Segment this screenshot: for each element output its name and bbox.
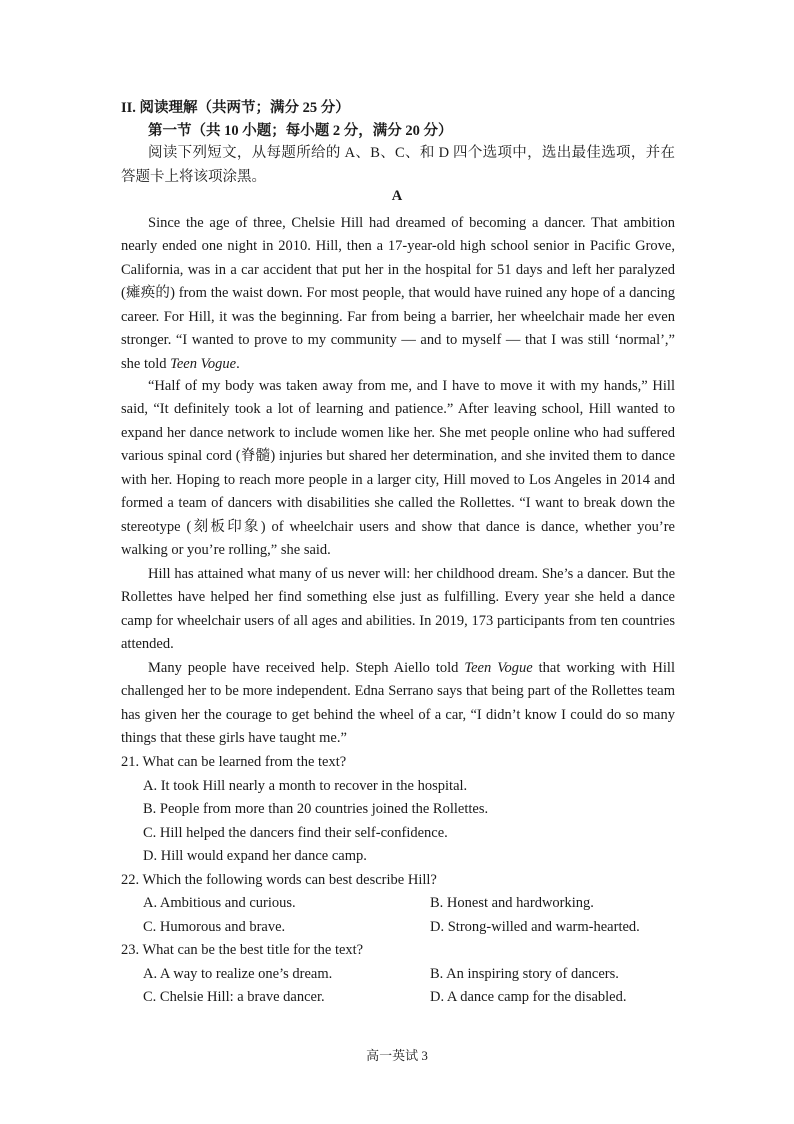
question-22-option-d: D. Strong-willed and warm-hearted. — [430, 919, 640, 935]
question-22-option-a: A. Ambitious and curious. — [143, 895, 296, 911]
section-title: II. 阅读理解（共两节；满分 25 分） — [121, 100, 350, 116]
question-21-option-c: C. Hill helped the dancers find their self-confidence. — [143, 825, 448, 841]
passage-paragraph-1: Since the age of three, Chelsie Hill had dreamed of becoming a dancer. That ambition nearly ended one night in 2010. Hill, then a 17-year-old high school senior in Pacific Grove, California, was in a car accident that put her in the hospital for 51 days and left her paralyzed (瘫痪的) from the waist down. For most people, that would have ruined any hope of a dancing career. For Hill, it was the beginning. Far from being a barrier, her wheelchair made her even stronger. “I wanted to prove to my community — and to myself — that I was still ‘normal’,” she told Teen Vogue. — [121, 215, 675, 372]
question-22-option-c: C. Humorous and brave. — [143, 919, 286, 935]
passage-paragraph-3: Hill has attained what many of us never will: her childhood dream. She’s a dancer. But the Rollettes have helped her find something else just as fulfilling. Every year she held a dance camp for wheelchair users of all ages and abilities. In 2019, 173 participants from ten countries attended. — [121, 566, 675, 653]
question-21-option-d: D. Hill would expand her dance camp. — [143, 848, 367, 864]
passage-paragraph-2: “Half of my body was taken away from me, and I have to move it with my hands,” Hill said, “It definitely took a lot of learning and patience.” After leaving school, Hill wanted to expand her dance network to include women like her. She met people online who had suffered various spinal cord (脊髓) injuries but shared her determination, and she invited them to dance with her. Hoping to reach more people in a larger city, Hill moved to Los Angeles in 2014 and formed a team of dancers with disabilities she called the Rollettes. “I want to break down the stereotype (刻板印象) of wheelchair users and show that dance is dance, whether you’re walking or you’re rolling,” she said. — [121, 378, 675, 559]
question-21-option-b: B. People from more than 20 countries joined the Rollettes. — [143, 801, 489, 817]
question-23-option-d: D. A dance camp for the disabled. — [430, 989, 627, 1005]
part-title: 第一节（共 10 小题；每小题 2 分，满分 20 分） — [148, 123, 453, 139]
passage-paragraph-4: Many people have received help. Steph Aiello told Teen Vogue that working with Hill challenged her to be more independent. Edna Serrano says that being part of the Rollettes team has given her the courage to get behind the wheel of a car, “I didn’t know I could do so many things that these girls have taught me.” — [121, 660, 675, 747]
question-21-stem: 21. What can be learned from the text? — [121, 754, 347, 770]
instructions: 阅读下列短文，从每题所给的 A、B、C、和 D 四个选项中，选出最佳选项，并在答题卡上将该项涂黑。 — [121, 145, 675, 185]
question-23-option-a: A. A way to realize one’s dream. — [143, 966, 333, 982]
question-23-option-c: C. Chelsie Hill: a brave dancer. — [143, 989, 325, 1005]
question-23-stem: 23. What can be the best title for the text? — [121, 942, 364, 958]
question-22-stem: 22. Which the following words can best describe Hill? — [121, 872, 437, 888]
question-23-option-b: B. An inspiring story of dancers. — [430, 966, 619, 982]
magazine-name: Teen Vogue — [170, 355, 237, 372]
question-21-option-a: A. It took Hill nearly a month to recover in the hospital. — [143, 778, 468, 794]
passage-label: A — [391, 188, 403, 204]
page-footer: 高一英试 3 — [366, 1048, 428, 1063]
question-22-option-b: B. Honest and hardworking. — [430, 895, 594, 911]
magazine-name: Teen Vogue — [464, 660, 533, 676]
